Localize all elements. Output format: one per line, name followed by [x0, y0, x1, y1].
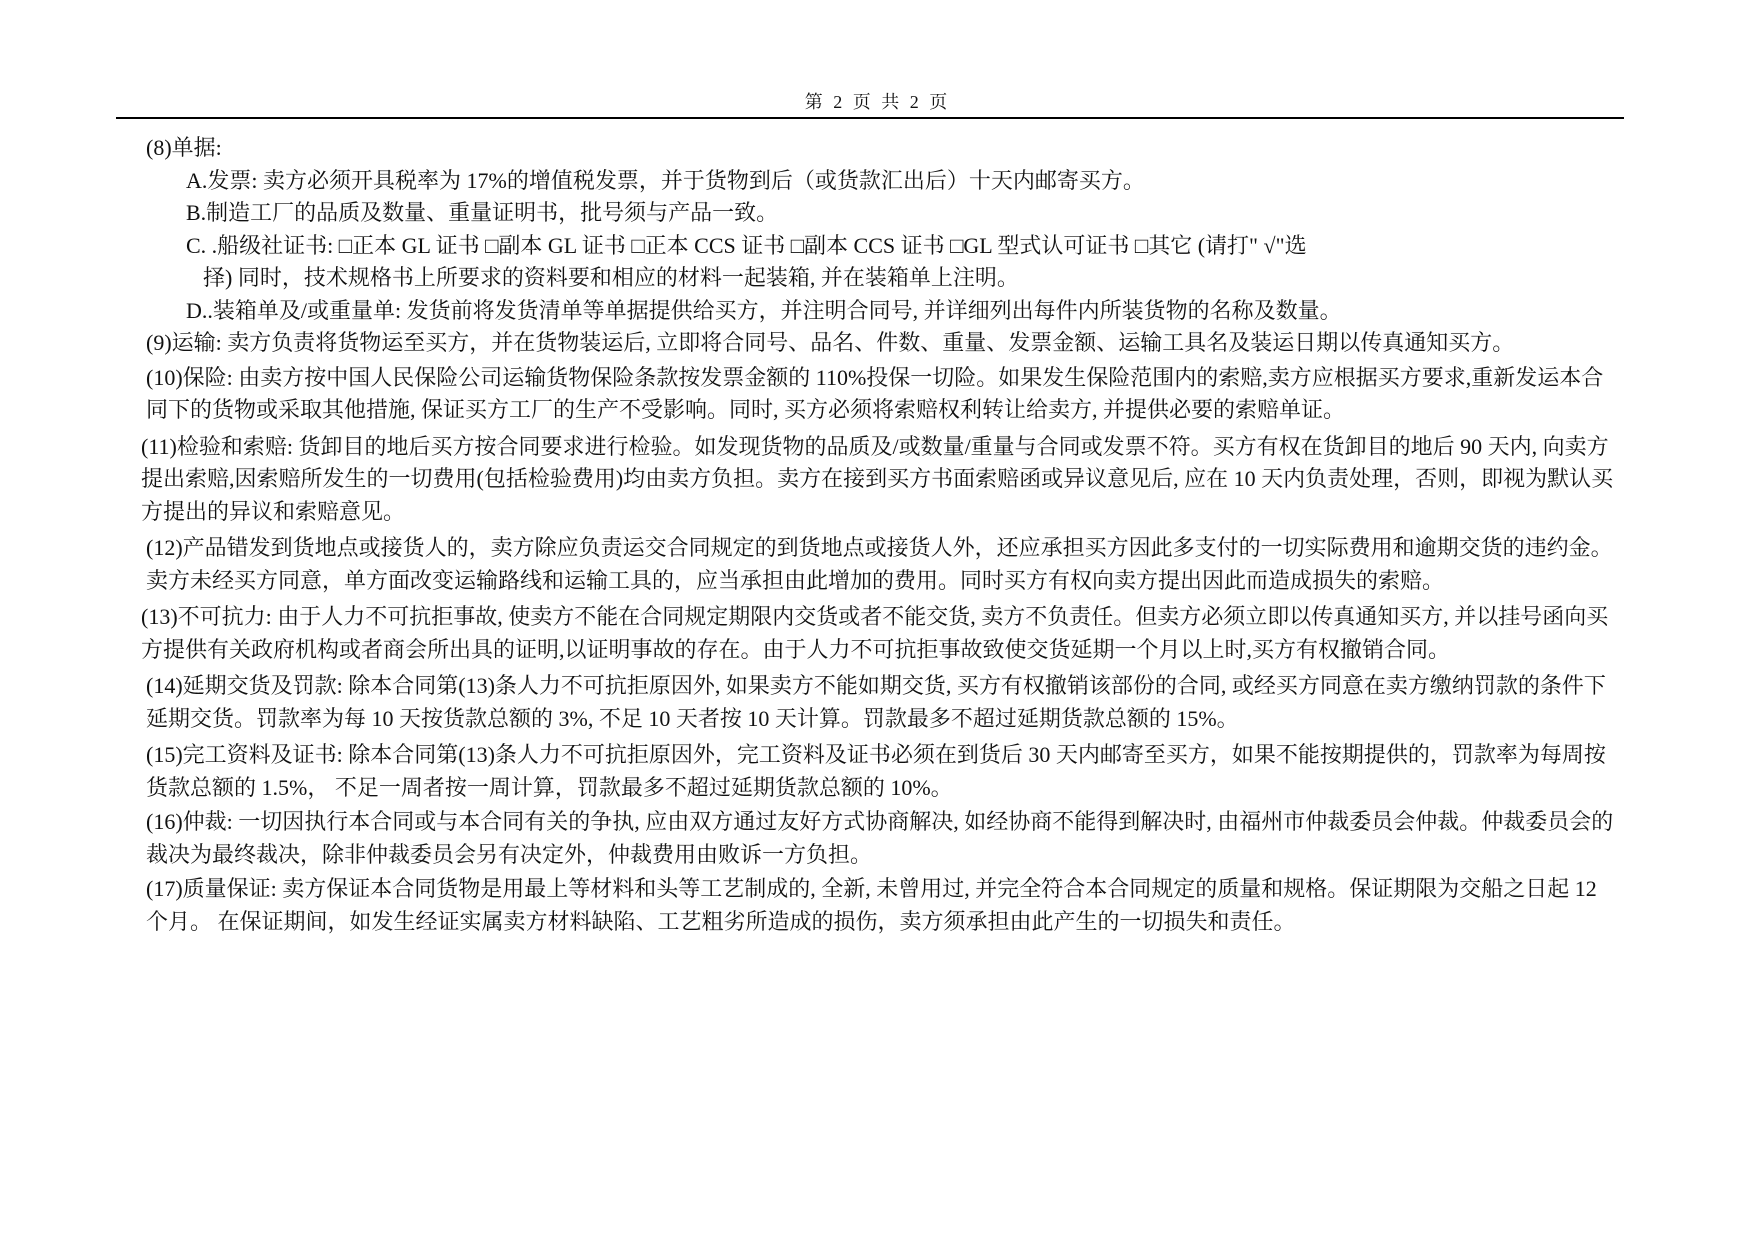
- clause-9: (9)运输: 卖方负责将货物运至买方，并在货物装运后, 立即将合同号、品名、件数、重量、发票金额、运输工具名及装运日期以传真通知买方。: [146, 330, 1515, 355]
- page-indicator: 第 2 页 共 2 页: [804, 92, 951, 112]
- clause-11: (11)检验和索赔: 货卸目的地后买方按合同要求进行检验。如发现货物的品质及/或数量/重量与合同或发票不符。买方有权在货卸目的地后 90 天内, 向卖方提出索赔,因索赔所发生的一切费用(包括检验费用)均由卖方负担。卖方在接到买方书面索赔函或异议意见后, 应在 10 天内负责处理，否则，即视为默认买方提出的异议和索赔意见。: [141, 433, 1614, 524]
- clause-8-item-c-line1: C. .船级社证书: □正本 GL 证书 □副本 GL 证书 □正本 CCS 证书 □副本 CCS 证书 □GL 型式认可证书 □其它 (请打" √"选: [186, 232, 1307, 258]
- clause-14: (14)延期交货及罚款: 除本合同第(13)条人力不可抗拒原因外, 如果卖方不能如期交货, 买方有权撤销该部份的合同, 或经买方同意在卖方缴纳罚款的条件下延期交货。罚款率为每 10 天按货款总额的 3%, 不足 10 天者按 10 天计算。罚款最多不超过延期货款总额的 15%。: [146, 673, 1606, 731]
- clause-15: (15)完工资料及证书: 除本合同第(13)条人力不可抗拒原因外，完工资料及证书必须在到货后 30 天内邮寄至买方，如果不能按期提供的，罚款率为每周按货款总额的 1.5%， 不足一周者按一周计算，罚款最多不超过延期货款总额的 10%。: [146, 742, 1606, 800]
- contract-body: [141, 132, 1624, 938]
- clause-8-item-b: B.制造工厂的品质及数量、重量证明书，批号须与产品一致。: [186, 200, 779, 225]
- header-divider: [116, 117, 1624, 119]
- clause-8-title: (8)单据:: [146, 135, 222, 160]
- clause-8-item-c: [146, 230, 1624, 295]
- clause-8-item-d: D..装箱单及/或重量单: 发货前将发货清单等单据提供给买方，并注明合同号, 并详细列出每件内所装货物的名称及数量。: [186, 297, 1342, 323]
- clause-10: (10)保险: 由卖方按中国人民保险公司运输货物保险条款按发票金额的 110%投保一切险。如果发生保险范围内的索赔,卖方应根据买方要求,重新发运本合同下的货物或采取其他措施, 保证买方工厂的生产不受影响。同时, 买方必须将索赔权利转让给卖方, 并提供必要的索赔单证。: [146, 364, 1604, 422]
- clause-13: (13)不可抗力: 由于人力不可抗拒事故, 使卖方不能在合同规定期限内交货或者不能交货, 卖方不负责任。但卖方必须立即以传真通知买方, 并以挂号函向买方提供有关政府机构或者商会所出具的证明,以证明事故的存在。由于人力不可抗拒事故致使交货延期一个月以上时,买方有权撤销合同。: [141, 604, 1609, 662]
- clause-17: (17)质量保证: 卖方保证本合同货物是用最上等材料和头等工艺制成的, 全新, 未曾用过, 并完全符合本合同规定的质量和规格。保证期限为交船之日起 12 个月。 在保证期间，如发生经证实属卖方材料缺陷、工艺粗劣所造成的损伤，卖方须承担由此产生的一切损失和责任。: [146, 876, 1597, 934]
- clause-12: (12)产品错发到货地点或接货人的，卖方除应负责运交合同规定的到货地点或接货人外，还应承担买方因此多支付的一切实际费用和逾期交货的违约金。卖方未经买方同意，单方面改变运输路线和运输工具的，应当承担由此增加的费用。同时买方有权向卖方提出因此而造成损失的索赔。: [146, 535, 1613, 593]
- clause-16: (16)仲裁: 一切因执行本合同或与本合同有关的争执, 应由双方通过友好方式协商解决, 如经协商不能得到解决时, 由福州市仲裁委员会仲裁。仲裁委员会的裁决为最终裁决，除非仲裁委员会另有决定外，仲裁费用由败诉一方负担。: [146, 809, 1614, 867]
- clause-8-item-a: A.发票: 卖方必须开具税率为 17%的增值税发票，并于货物到后（或货款汇出后）十天内邮寄买方。: [186, 167, 1145, 193]
- clause-8-item-c-line2: 择) 同时，技术规格书上所要求的资料要和相应的材料一起装箱, 并在装箱单上注明。: [203, 265, 1019, 290]
